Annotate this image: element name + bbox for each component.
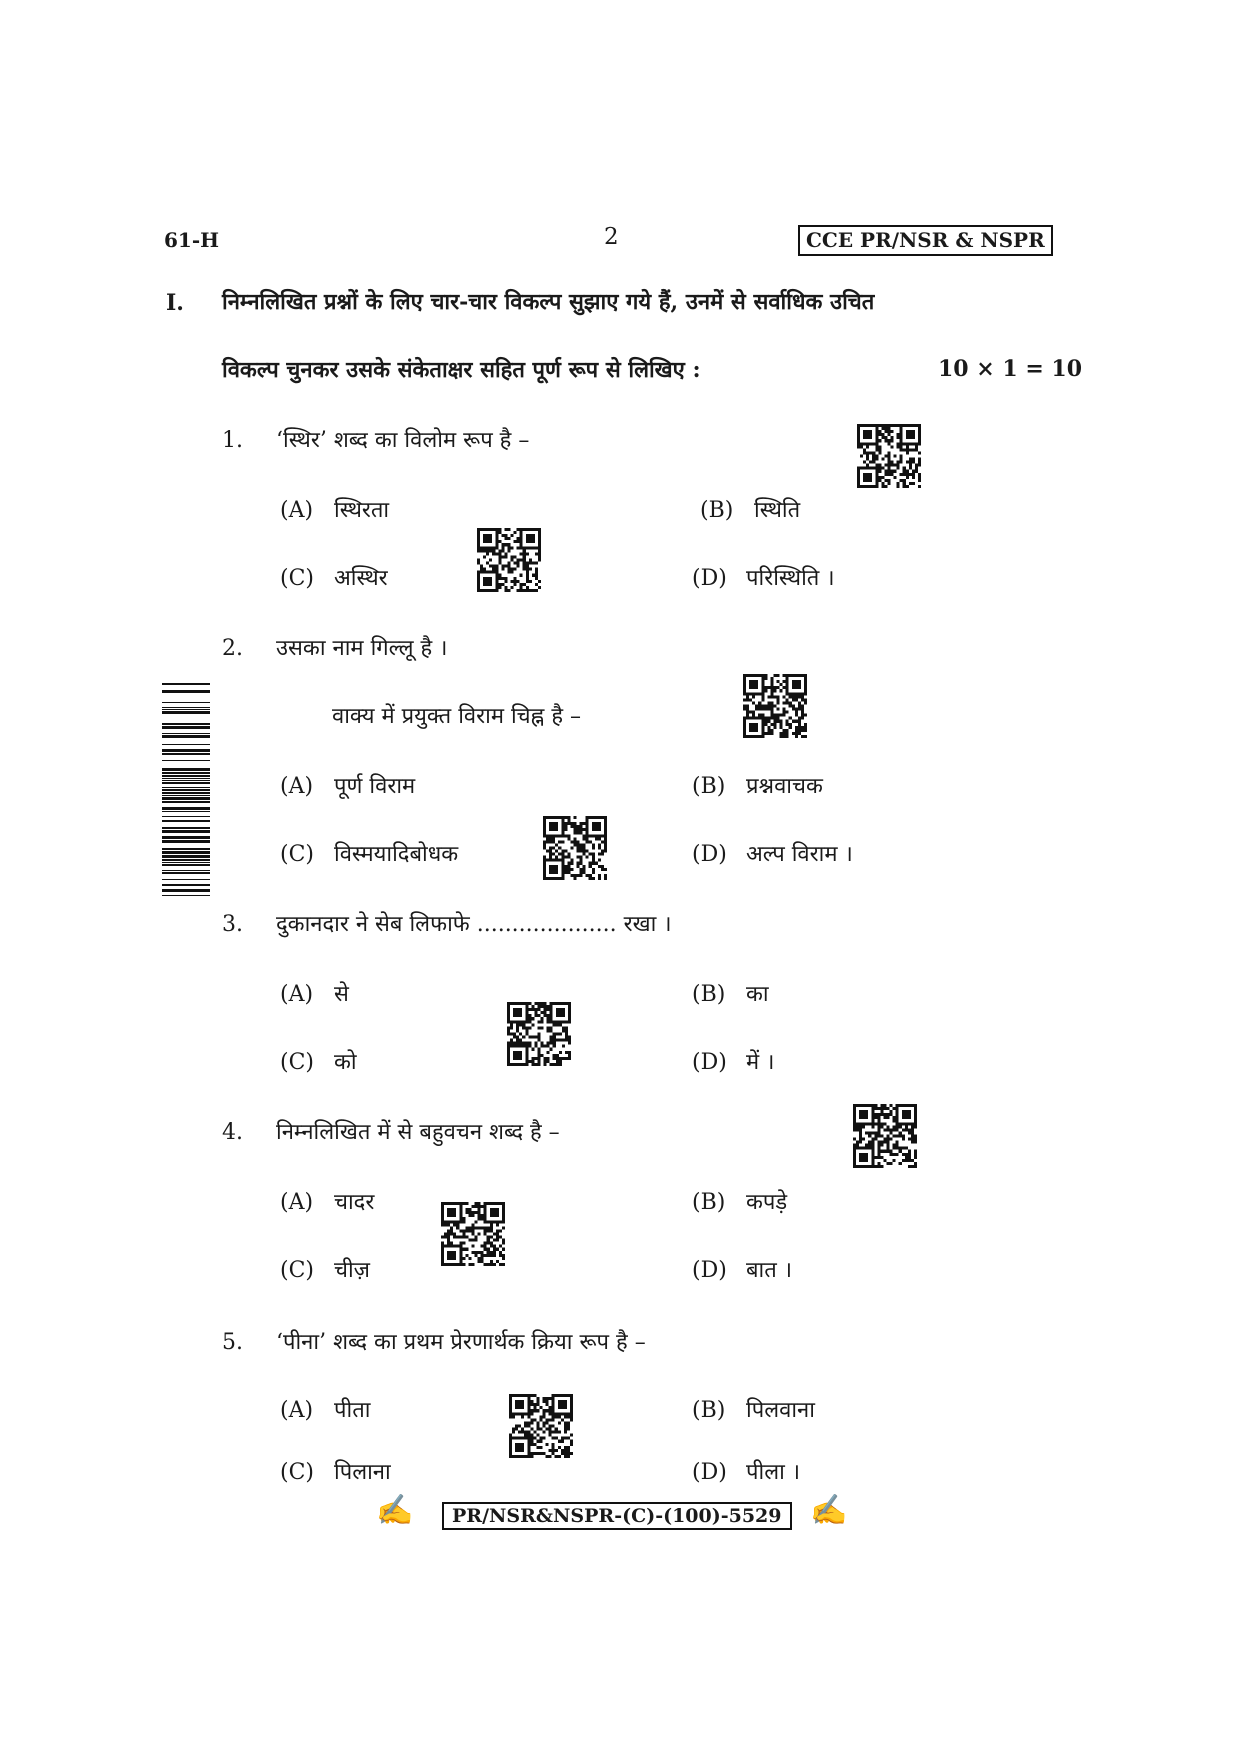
option-text: परिस्थिति । xyxy=(746,566,835,591)
option-label: (B) xyxy=(692,1398,726,1423)
question-5-text: ‘पीना’ शब्द का प्रथम प्रेरणार्थक क्रिया रूप है – xyxy=(276,1330,646,1355)
question-5-option-d xyxy=(692,1456,800,1486)
option-label: (B) xyxy=(700,498,734,523)
writing-hand-icon: ✍ xyxy=(810,1493,848,1528)
question-2-subtext: वाक्य में प्रयुक्त विराम चिह्न है – xyxy=(332,704,582,729)
question-2-number: 2. xyxy=(222,636,243,661)
option-text: पूर्ण विराम xyxy=(334,774,416,799)
paper-code: 61-H xyxy=(164,228,220,252)
question-2-option-a xyxy=(280,770,415,800)
qr-code-icon xyxy=(742,674,808,738)
option-text: अल्प विराम । xyxy=(746,842,853,867)
option-label: (A) xyxy=(280,774,314,799)
section-instruction-line2: विकल्प चुनकर उसके संकेताक्षर सहित पूर्ण रूप से लिखिए : xyxy=(222,357,701,383)
barcode-icon xyxy=(162,672,210,898)
question-3-option-b xyxy=(692,978,769,1008)
question-1-option-b xyxy=(700,494,800,524)
question-5-option-a xyxy=(280,1394,370,1424)
option-text: विस्मयादिबोधक xyxy=(334,842,459,867)
option-label: (C) xyxy=(280,1258,314,1283)
option-text: प्रश्नवाचक xyxy=(746,774,823,799)
option-label: (A) xyxy=(280,1398,314,1423)
question-4-option-d xyxy=(692,1254,792,1284)
option-text: में । xyxy=(746,1050,775,1075)
qr-code-icon xyxy=(506,1002,572,1066)
question-5-number: 5. xyxy=(222,1330,243,1355)
qr-code-icon xyxy=(852,1104,918,1168)
option-text: पीता xyxy=(334,1398,371,1423)
question-3-option-a xyxy=(280,978,349,1008)
option-label: (D) xyxy=(692,1460,727,1485)
exam-code-box: CCE PR/NSR & NSPR xyxy=(798,225,1053,256)
question-4-option-b xyxy=(692,1186,787,1216)
option-label: (C) xyxy=(280,566,314,591)
option-label: (C) xyxy=(280,842,314,867)
page-number: 2 xyxy=(604,224,619,250)
qr-code-icon xyxy=(542,816,608,880)
option-label: (D) xyxy=(692,842,727,867)
option-text: को xyxy=(334,1050,357,1075)
option-label: (D) xyxy=(692,1050,727,1075)
option-text: पीला । xyxy=(746,1460,801,1485)
option-label: (D) xyxy=(692,1258,727,1283)
question-5-option-c xyxy=(280,1456,391,1486)
option-text: स्थिरता xyxy=(334,498,390,523)
option-text: स्थिति xyxy=(754,498,801,523)
question-3-option-c xyxy=(280,1046,357,1076)
question-3-text: दुकानदार ने सेब लिफाफे .................... रखा । xyxy=(276,912,672,937)
question-1-option-d xyxy=(692,562,835,592)
option-text: पिलाना xyxy=(334,1460,391,1485)
option-label: (B) xyxy=(692,1190,726,1215)
option-text: पिलवाना xyxy=(746,1398,815,1423)
question-4-number: 4. xyxy=(222,1120,243,1145)
qr-code-icon xyxy=(476,528,542,592)
question-5-option-b xyxy=(692,1394,815,1424)
section-number: I. xyxy=(166,290,184,316)
option-label: (A) xyxy=(280,1190,314,1215)
option-text: कपड़े xyxy=(746,1190,788,1215)
option-label: (D) xyxy=(692,566,727,591)
option-label: (B) xyxy=(692,774,726,799)
question-1-text: ‘स्थिर’ शब्द का विलोम रूप है – xyxy=(276,428,530,453)
question-1-option-a xyxy=(280,494,389,524)
footer-code-box: PR/NSR&NSPR-(C)-(100)-5529 xyxy=(442,1502,792,1530)
option-label: (C) xyxy=(280,1050,314,1075)
option-text: से xyxy=(334,982,349,1007)
option-label: (C) xyxy=(280,1460,314,1485)
question-2-option-c xyxy=(280,838,458,868)
qr-code-icon xyxy=(508,1394,574,1458)
option-text: का xyxy=(746,982,769,1007)
question-3-option-d xyxy=(692,1046,775,1076)
question-1-option-c xyxy=(280,562,388,592)
option-text: अस्थिर xyxy=(334,566,388,591)
question-2-text: उसका नाम गिल्लू है । xyxy=(276,636,448,661)
writing-hand-icon: ✍ xyxy=(376,1493,414,1528)
option-text: चीज़ xyxy=(334,1258,370,1283)
question-3-number: 3. xyxy=(222,912,243,937)
question-2-option-b xyxy=(692,770,823,800)
question-4-option-c xyxy=(280,1254,370,1284)
option-label: (B) xyxy=(692,982,726,1007)
option-label: (A) xyxy=(280,982,314,1007)
section-instruction-line1: निम्नलिखित प्रश्नों के लिए चार-चार विकल्प सुझाए गये हैं, उनमें से सर्वाधिक उचित xyxy=(222,289,875,315)
question-2-option-d xyxy=(692,838,853,868)
question-1-number: 1. xyxy=(222,428,243,453)
qr-code-icon xyxy=(856,424,922,488)
question-4-text: निम्नलिखित में से बहुवचन शब्द है – xyxy=(276,1120,560,1145)
section-marks: 10 × 1 = 10 xyxy=(938,356,1083,382)
question-4-option-a xyxy=(280,1186,374,1216)
qr-code-icon xyxy=(440,1202,506,1266)
option-label: (A) xyxy=(280,498,314,523)
option-text: चादर xyxy=(334,1190,375,1215)
option-text: बात । xyxy=(746,1258,793,1283)
